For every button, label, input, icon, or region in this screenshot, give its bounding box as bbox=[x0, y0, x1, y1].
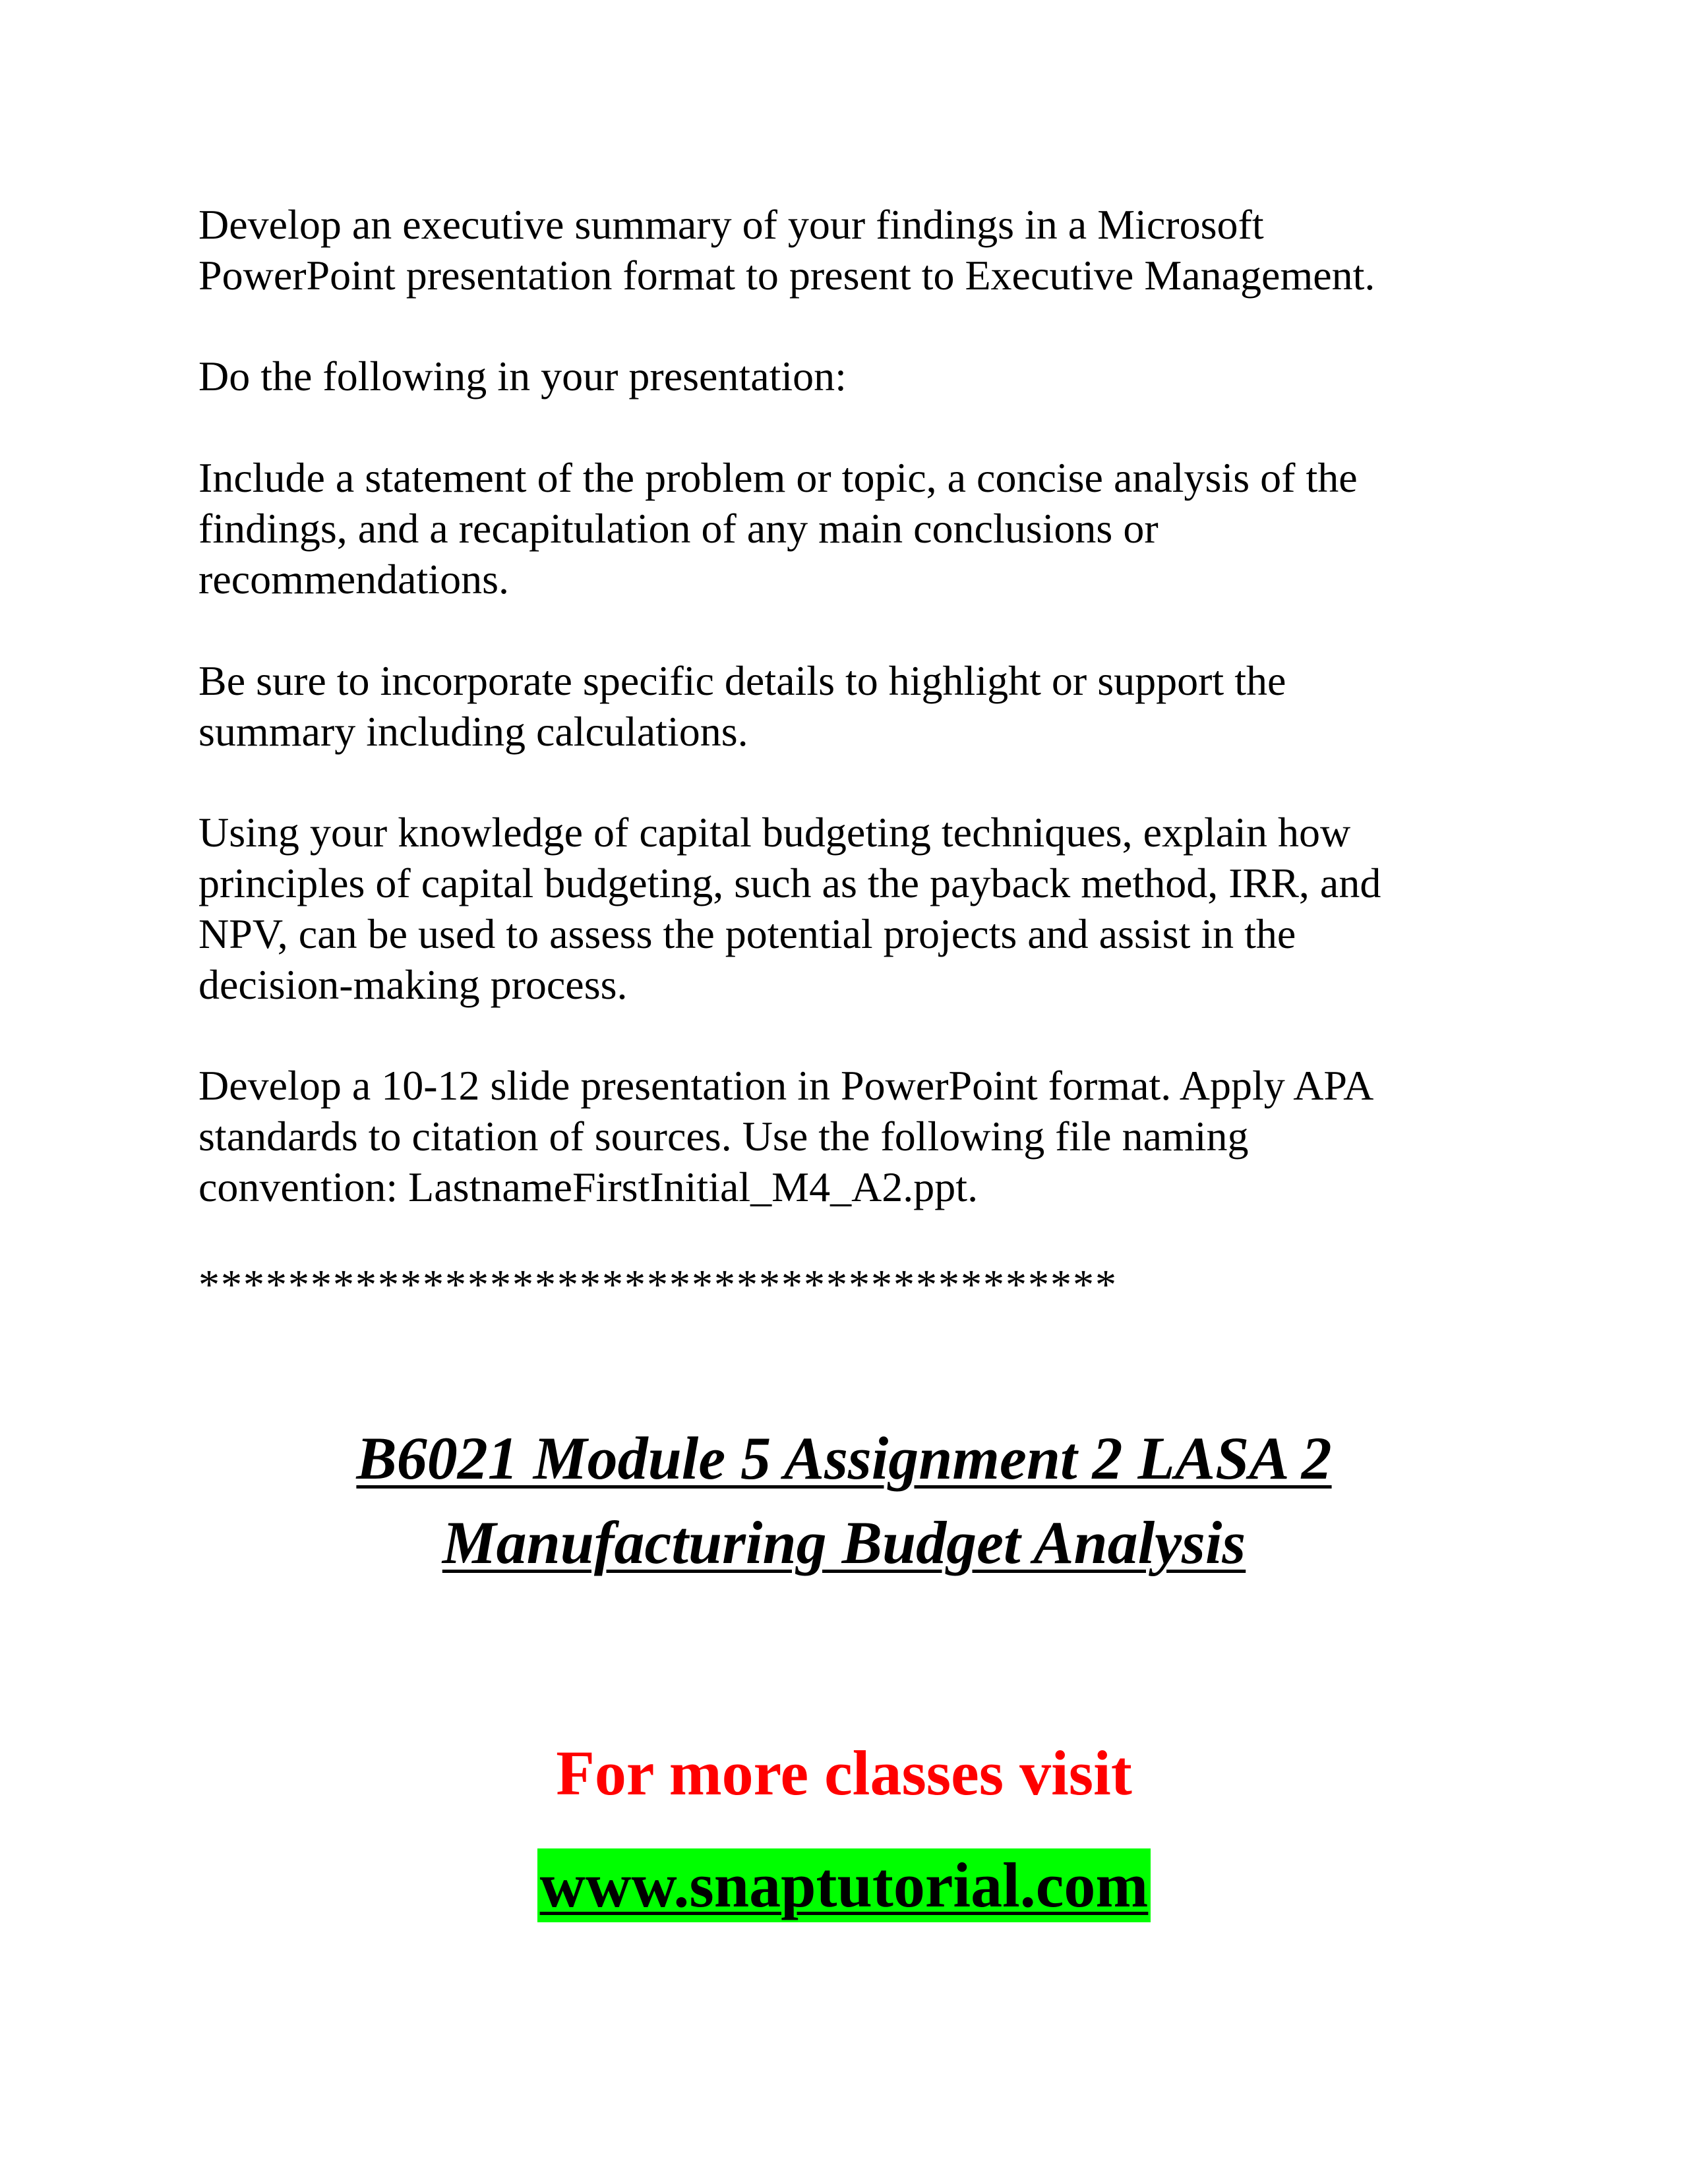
assignment-title bbox=[0, 1416, 1688, 1585]
title-line-1-text: B6021 Module 5 Assignment 2 LASA 2 bbox=[356, 1425, 1332, 1492]
paragraph-presentation-intro: Do the following in your presentation: bbox=[198, 353, 847, 399]
paragraph-slide-requirements: Develop a 10-12 slide presentation in PowerPoint format. Apply APA standards to citation of sources. Use the following file naming convention: LastnameFirstInitial_M4_A2.ppt. bbox=[198, 1062, 1374, 1210]
paragraph-capital-budgeting: Using your knowledge of capital budgeting techniques, explain how principles of capital budgeting, such as the payback method, IRR, and NPV, can be used to assess the potential projects and assist in the decision-making process. bbox=[198, 809, 1381, 1008]
promo-text: For more classes visit bbox=[556, 1738, 1132, 1808]
title-line-1 bbox=[0, 1416, 1688, 1500]
paragraph-executive-summary: Develop an executive summary of your findings in a Microsoft PowerPoint presentation format to present to Executive Management. bbox=[198, 201, 1375, 299]
title-line-2-text: Manufacturing Budget Analysis bbox=[442, 1509, 1246, 1576]
title-line-2 bbox=[0, 1500, 1688, 1585]
paragraph-statement-of-problem: Include a statement of the problem or topic, a concise analysis of the findings, and a recapitulation of any main conclusions or recommendations. bbox=[198, 454, 1358, 603]
promo-website-link[interactable]: www.snaptutorial.com bbox=[537, 1848, 1151, 1922]
promo-link-container bbox=[0, 1848, 1688, 1922]
paragraph-specific-details: Be sure to incorporate specific details to highlight or support the summary including calculations. bbox=[198, 657, 1286, 755]
asterisk-separator: ***************************************** bbox=[198, 1261, 1118, 1308]
